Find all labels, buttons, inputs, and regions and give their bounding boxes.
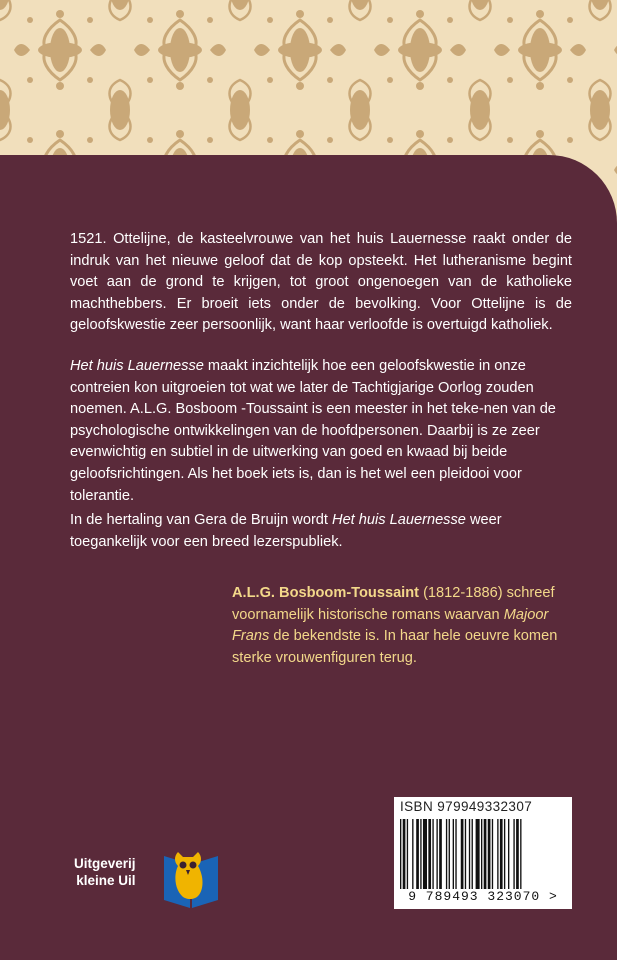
paragraph-3-before: In de hertaling van Gera de Bruijn wordt [70, 512, 333, 528]
book-title: Het huis Lauernesse [70, 358, 204, 374]
notable-work: Majoor Frans [232, 606, 549, 645]
barcode-bar [488, 819, 491, 889]
barcode-bar [508, 819, 509, 889]
barcode-bar [469, 819, 470, 889]
bio-rest: de bekendste is. In haar hele oeuvre komen sterke vrouwenfiguren terug. [232, 628, 558, 666]
author-bio [232, 583, 574, 669]
paragraph-3-after: weer toegankelijk voor een breed lezerspubliek. [70, 512, 502, 550]
barcode-bar [412, 819, 413, 889]
book-title-inline: Het huis Lauernesse [332, 512, 466, 528]
barcode-bar [492, 819, 493, 889]
barcode-bar [481, 819, 482, 889]
barcode-bar [516, 819, 519, 889]
publisher-line-2b: Uil [118, 873, 136, 888]
synopsis-paragraph-3 [70, 510, 572, 553]
barcode-bar [461, 819, 464, 889]
barcode-bar [449, 819, 450, 889]
barcode-bar [484, 819, 487, 889]
barcode-bar [416, 819, 419, 889]
barcode-bar [476, 819, 480, 889]
isbn-label: ISBN 979949332307 [400, 799, 533, 814]
synopsis-paragraph-1: 1521. Ottelijne, de kasteelvrouwe van het huis Lauernesse raakt onder de indruk van het nieuwe geloof dat de kop opsteekt. Het lutheranisme begint voet aan de grond te krijgen, tot groot ongenoegen van de katholieke machthebbers. Er broeit iets onder de bevolking. Voor Ottelijne is de geloofskwestie zeer persoonlijk, want haar verloofde is overtuigd katholiek. [70, 231, 572, 334]
barcode-bar [455, 819, 456, 889]
barcode-bar [446, 819, 447, 889]
publisher-line-1: Uitgeverij [74, 856, 136, 871]
barcode-bar [453, 819, 454, 889]
owl-book-icon [160, 848, 222, 910]
barcode-bar [439, 819, 442, 889]
barcode-bar [407, 819, 408, 889]
barcode-bar [428, 819, 431, 889]
barcode-bar [520, 819, 521, 889]
barcode-bars [400, 819, 566, 889]
barcode-bar [465, 819, 466, 889]
ean-digits: 9 789493 323070 > [408, 889, 558, 904]
barcode-bar [436, 819, 437, 889]
barcode-bar [403, 819, 406, 889]
barcode-bar [497, 819, 498, 889]
publisher-line-2 [74, 872, 136, 889]
barcode-bar [472, 819, 473, 889]
barcode-bar [400, 819, 401, 889]
barcode-bar [432, 819, 433, 889]
barcode-bar [513, 819, 514, 889]
publisher-line-2a: kleine [76, 873, 119, 888]
author-name: A.L.G. Bosboom-Toussaint [232, 585, 420, 601]
barcode-bar [420, 819, 421, 889]
publisher-logo-text [74, 855, 136, 889]
barcode-bar [504, 819, 505, 889]
synopsis-paragraph-2 [70, 356, 572, 507]
barcode-bar [423, 819, 427, 889]
isbn-barcode [394, 797, 572, 909]
author-years: (1812-1886) schreef voornamelijk historische romans waarvan [232, 585, 555, 623]
paragraph-2-text: maakt inzichtelijk hoe een geloofskwestie in onze contreien kon uitgroeien tot wat we later de Tachtigjarige Oorlog zouden noemen. A.L.G. Bosboom -Toussaint is een meester in het teke-nen van de psychologische ontwikkelingen van de hoofdpersonen. Daarbij is ze zeer evenwichtig en subtiel in de uitwerking van goed en kwaad bij beide geloofsrichtingen. Als het boek iets is, dan is het wel een pleidooi voor tolerantie. [70, 358, 556, 504]
barcode-bar [500, 819, 503, 889]
